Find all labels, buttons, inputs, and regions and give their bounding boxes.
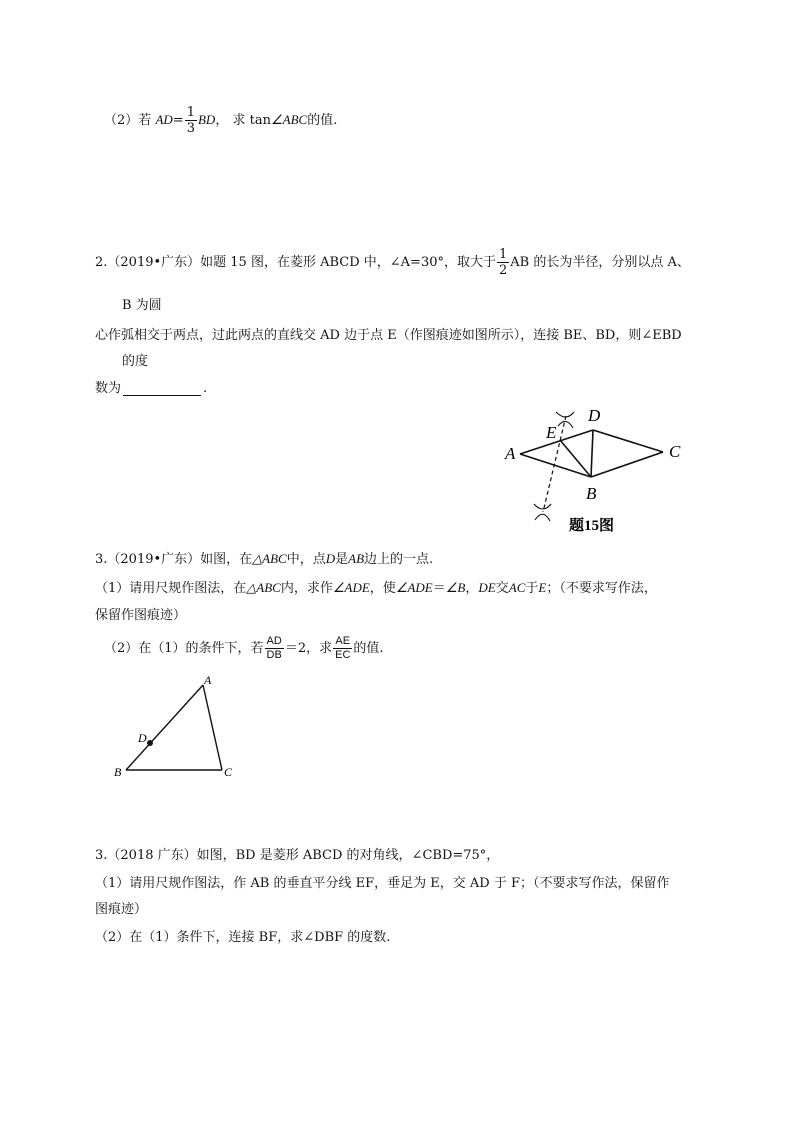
side-ad <box>520 430 593 454</box>
side-ab <box>126 685 203 770</box>
question-text: 内，求作 <box>280 581 333 596</box>
fraction-denominator: EC <box>335 649 351 661</box>
question-text: ＝2，求 <box>284 641 333 656</box>
question-text: 边上的一点. <box>364 552 434 567</box>
segment-bd <box>591 430 593 477</box>
question-text: （1）请用尺规作图法，在 <box>95 581 247 596</box>
math-segment-ac: AC <box>508 580 526 595</box>
question-2-line-2: B 为圆 <box>122 298 162 313</box>
question-text: 于 <box>525 581 539 596</box>
math-point-d: D <box>325 551 336 566</box>
label-c: C <box>669 442 681 461</box>
text: 若 <box>138 113 152 128</box>
fraction-denominator: DB <box>266 649 282 661</box>
arc-mark-bottom-1 <box>534 504 551 509</box>
question-2-line-1 <box>95 248 690 277</box>
figure-caption: 题15图 <box>569 518 615 534</box>
question-text: ， <box>465 581 479 596</box>
part-number: （2） <box>104 113 139 128</box>
question-text: （2）在（1）的条件下，若 <box>104 641 264 656</box>
math-bd: BD <box>197 112 216 127</box>
text: ， <box>215 113 229 128</box>
arc-mark-top-1 <box>556 412 574 417</box>
fraction-ae-ec <box>333 636 352 661</box>
side-ac <box>203 685 222 770</box>
question-3b-part2: （2）在（1）条件下，连接 BF，求∠DBF 的度数. <box>95 930 391 945</box>
math-angle-ade: ∠ADE <box>395 580 433 595</box>
fraction-denominator: 3 <box>186 121 195 136</box>
question-2-line-5 <box>95 377 207 396</box>
label-c: C <box>224 765 233 779</box>
text: 求 <box>232 113 246 128</box>
question-number: 3.（2019•广东） <box>95 552 201 567</box>
label-a: A <box>505 444 516 463</box>
rhombus-figure <box>496 400 696 540</box>
label-b: B <box>586 484 597 503</box>
question-text: 中，点 <box>286 552 326 567</box>
math-angle-b: ∠B <box>445 580 466 595</box>
side-dc <box>593 430 663 452</box>
question-3a-part2 <box>104 636 384 661</box>
fraction-ad-db <box>265 636 284 661</box>
arc-mark-top-2 <box>558 421 573 428</box>
question-text: ；（不要求写作法， <box>546 581 657 596</box>
fraction-numerator: 1 <box>186 105 195 120</box>
question-3a-part1 <box>95 577 657 596</box>
math-segment-ab: AB <box>348 551 365 566</box>
triangle-figure <box>108 672 248 782</box>
math-point-e: E <box>538 580 547 595</box>
text: 的值. <box>307 113 338 128</box>
arc-mark-bottom-2 <box>535 514 550 521</box>
question-2-line-4: 的度 <box>122 354 149 369</box>
point-d-dot <box>147 740 153 746</box>
question-2-line-3: 心作弧相交于两点，过此两点的直线交 AD 边于点 E（作图痕迹如图所示），连接 BE、BD，则∠EBD <box>95 328 682 343</box>
question-text: 数为 <box>95 381 122 396</box>
label-b: B <box>114 765 122 779</box>
math-eq: ＝ <box>432 581 446 596</box>
question-text: 的值. <box>353 641 384 656</box>
label-e: E <box>546 423 557 442</box>
math-tan: tan <box>249 113 271 128</box>
math-segment-de: DE <box>478 580 496 595</box>
question-3a-part1-line2: 保留作图痕迹） <box>95 608 187 623</box>
fraction-one-half <box>497 248 509 277</box>
fraction-numerator: 1 <box>499 247 508 262</box>
math-triangle-abc: △ABC <box>246 580 281 595</box>
label-a: A <box>204 673 212 687</box>
prev-question-part2 <box>104 106 337 135</box>
label-d: D <box>588 406 601 425</box>
question-text: AB 的长为半径，分别以点 A、 <box>510 255 690 270</box>
question-number: 2.（2019•广东） <box>95 255 201 270</box>
math-angle-ade: ∠ADE <box>332 580 370 595</box>
question-text: . <box>203 381 208 396</box>
question-text: 如图，BD 是菱形 ABCD 的对角线，∠CBD=75°， <box>196 848 500 863</box>
math-triangle-abc: △ABC <box>252 551 287 566</box>
fraction-one-third <box>185 106 197 135</box>
question-3b-part1-line2: 图痕迹） <box>95 902 148 917</box>
label-d: D <box>138 731 147 745</box>
question-3b-part1: （1）请用尺规作图法，作 AB 的垂直平分线 EF，垂足为 E，交 AD 于 F；（不要求写作法，保留作 <box>95 876 670 891</box>
question-text: 交 <box>495 581 509 596</box>
fraction-numerator: AE <box>333 636 352 649</box>
question-text: 是 <box>335 552 349 567</box>
math-ad: AD <box>155 112 173 127</box>
question-3a-intro <box>95 548 433 567</box>
answer-blank <box>123 382 201 396</box>
math-eq: = <box>172 113 184 128</box>
question-3b-intro <box>95 844 499 863</box>
question-text: ，使 <box>369 581 396 596</box>
question-number: 3.（2018 广东） <box>95 848 197 863</box>
fraction-denominator: 2 <box>499 263 508 278</box>
question-text: 如题 15 图，在菱形 ABCD 中，∠A=30°，取大于 <box>200 255 496 270</box>
side-cb <box>591 452 663 477</box>
math-angle-abc: ∠ABC <box>270 112 308 127</box>
fraction-numerator: AD <box>266 635 282 647</box>
question-text: 如图，在 <box>200 552 253 567</box>
